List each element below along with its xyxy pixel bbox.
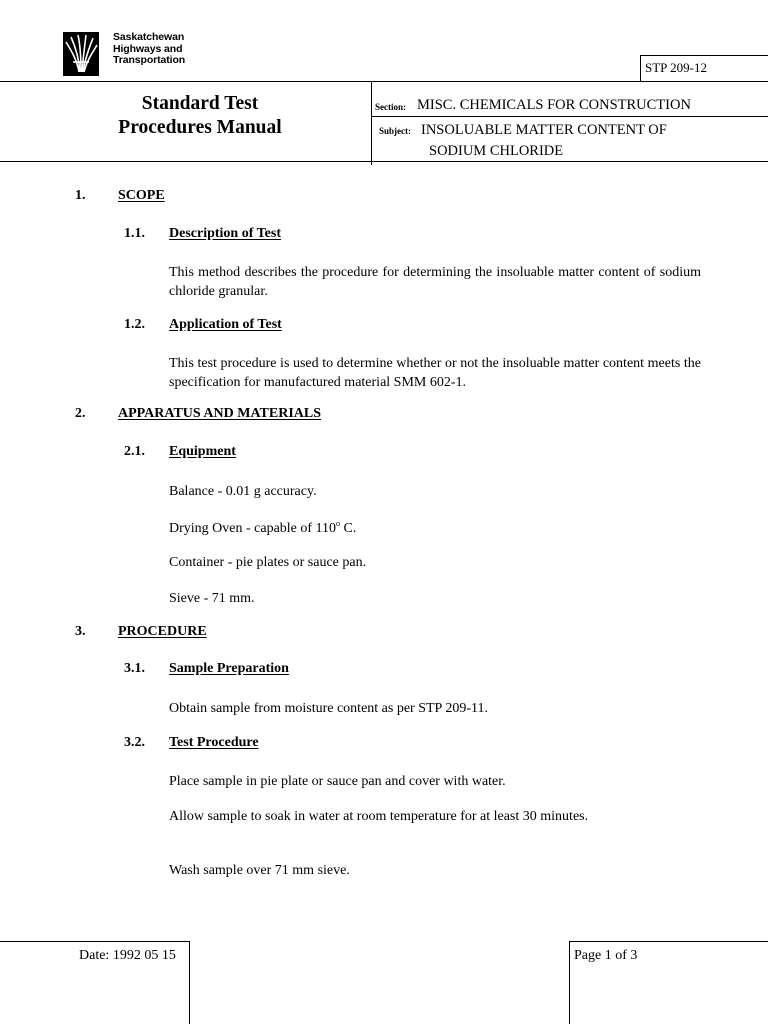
- section-2-number: 2.: [75, 406, 86, 421]
- subject-label: Subject:: [379, 126, 411, 136]
- procedure-step-2: Allow sample to soak in water at room temperature for at least 30 minutes.: [169, 809, 589, 824]
- section-3-title: PROCEDURE: [118, 624, 207, 639]
- degree-symbol: o: [336, 519, 341, 528]
- manual-title: [60, 92, 340, 140]
- stp-box-left-border: [640, 55, 641, 82]
- manual-title-line-1: Standard Test: [141, 93, 259, 114]
- manual-title-line-2: Procedures Manual: [118, 117, 282, 138]
- footer-right-divider: [569, 941, 570, 1024]
- section-subject-divider: [371, 116, 768, 117]
- application-of-test-text: This test procedure is used to determine whether or not the insoluable matter content meets the specification for manufactured material SMM 602-1.: [169, 356, 701, 390]
- subsection-1-1-number: 1.1.: [124, 226, 145, 241]
- footer-left-rule: [0, 941, 190, 942]
- subsection-3-2-title: Test Procedure: [169, 735, 259, 750]
- subsection-2-1-number: 2.1.: [124, 444, 145, 459]
- drying-oven-text: Drying Oven - capable of 110: [169, 521, 337, 536]
- subject-value: [421, 120, 667, 162]
- header-top-rule: [0, 81, 768, 82]
- subsection-1-2-number: 1.2.: [124, 317, 145, 332]
- org-line-3: Transportation: [113, 54, 186, 66]
- subsection-1-2-title: Application of Test: [169, 317, 282, 332]
- footer-right-rule: [569, 941, 768, 942]
- section-1-title: SCOPE: [118, 188, 165, 203]
- equipment-sieve: Sieve - 71 mm.: [169, 591, 255, 606]
- subject-line-1: INSOLUABLE MATTER CONTENT OF: [421, 122, 667, 138]
- footer-left-divider: [189, 941, 190, 1024]
- org-line-1: Saskatchewan: [113, 31, 185, 43]
- page-number: Page 1 of 3: [574, 948, 638, 963]
- procedure-step-3: Wash sample over 71 mm sieve.: [169, 863, 350, 878]
- subsection-1-1-title: Description of Test: [169, 226, 281, 241]
- section-value: MISC. CHEMICALS FOR CONSTRUCTION: [417, 97, 691, 113]
- description-of-test-text: This method describes the procedure for determining the insoluable matter content of sodium chloride granular.: [169, 265, 701, 299]
- subsection-3-2-number: 3.2.: [124, 735, 145, 750]
- header-divider: [371, 81, 372, 165]
- section-2-title: APPARATUS AND MATERIALS: [118, 406, 322, 421]
- organization-name: [113, 32, 185, 67]
- section-label: Section:: [375, 102, 406, 112]
- drying-oven-unit: C.: [340, 521, 357, 536]
- subsection-3-1-title: Sample Preparation: [169, 661, 289, 676]
- sample-preparation-text: Obtain sample from moisture content as per STP 209-11.: [169, 701, 488, 716]
- wheat-sheaf-icon: [63, 32, 99, 76]
- section-1-number: 1.: [75, 188, 86, 203]
- section-3-number: 3.: [75, 624, 86, 639]
- equipment-container: Container - pie plates or sauce pan.: [169, 555, 367, 570]
- subsection-3-1-number: 3.1.: [124, 661, 145, 676]
- org-line-2: Highways and: [113, 42, 183, 55]
- document-date: Date: 1992 05 15: [79, 948, 176, 963]
- stp-number: STP 209-12: [645, 60, 707, 75]
- equipment-balance: Balance - 0.01 g accuracy.: [169, 484, 317, 499]
- subsection-2-1-title: Equipment: [169, 444, 236, 459]
- procedure-step-1: Place sample in pie plate or sauce pan and cover with water.: [169, 774, 506, 789]
- stp-box-top-border: [640, 55, 768, 56]
- subject-line-2: SODIUM CHLORIDE: [429, 143, 564, 159]
- equipment-drying-oven: [169, 519, 356, 537]
